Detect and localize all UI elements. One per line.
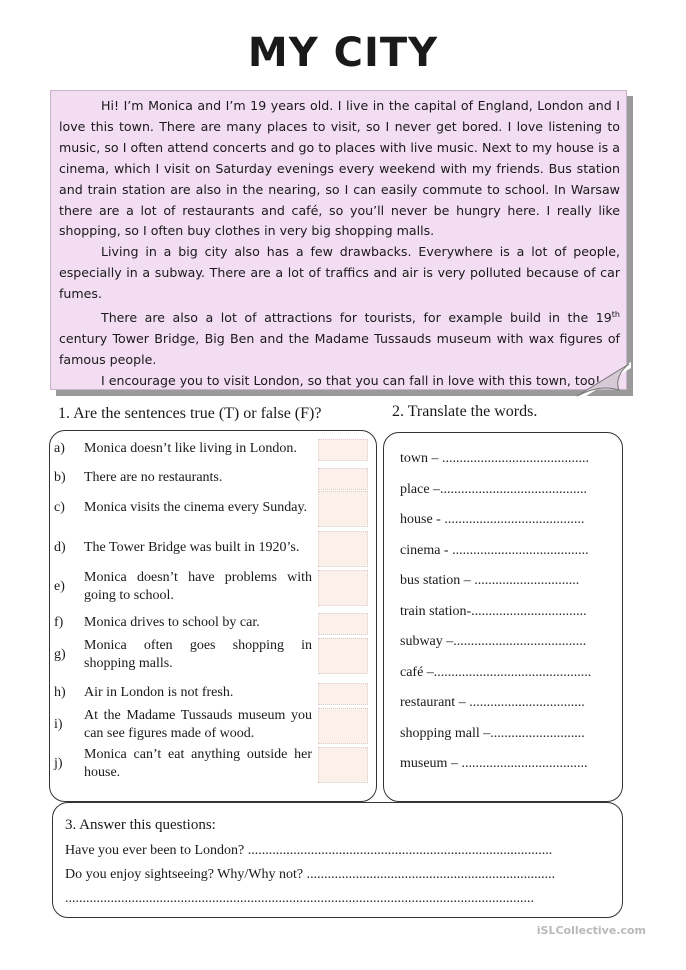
answer-box[interactable] xyxy=(318,683,368,705)
paragraph-1: Hi! I’m Monica and I’m 19 years old. I live in the capital of England, London and I love this town. There are many places to visit, so I never get bored. I love listening to music, so I often attend concerts and go to places with live music. Next to my house is a cinema, which I visit on Saturday evenings every weekend with my friends. Bus station and train station are also in the nearing, so I can easily commute to school. In Warsaw there are a lot of restaurants and café, so you’ll never be hungry here. I really like shopping, so I often buy clothes in very big shopping malls. xyxy=(59,98,620,239)
watermark: iSLCollective.com xyxy=(536,924,646,937)
statement-letter: g) xyxy=(54,647,66,662)
answer-box[interactable] xyxy=(318,531,368,567)
statement-letter: d) xyxy=(54,540,66,555)
translate-word[interactable]: museum – .................................... xyxy=(400,756,588,771)
answer-box[interactable] xyxy=(318,491,368,527)
statement-text: Monica can’t eat anything outside her house. xyxy=(84,747,312,780)
translate-word[interactable]: town – .......................................... xyxy=(400,451,589,466)
true-false-box xyxy=(49,430,377,802)
statement-text: Monica visits the cinema every Sunday. xyxy=(84,500,308,515)
translate-word[interactable]: cinema - ....................................... xyxy=(400,542,589,558)
statement-letter: e) xyxy=(54,579,65,594)
translate-word[interactable]: place –.......................................... xyxy=(400,481,588,497)
paragraph-3-end: century Tower Bridge, Big Ben and the Madame Tussauds museum with wax figures of famous people. xyxy=(59,331,620,368)
statement-letter: i) xyxy=(54,717,63,732)
reading-text xyxy=(50,90,627,390)
translate-word[interactable]: house - ........................................ xyxy=(400,512,585,527)
page-title: MY CITY xyxy=(247,30,439,76)
statement-text: The Tower Bridge was built in 1920’s. xyxy=(84,540,300,555)
section-2-title: 2. Translate the words. xyxy=(392,403,538,420)
translate-word[interactable]: café –............................................. xyxy=(400,664,592,680)
section-1-title: 1. Are the sentences true (T) or false (F)? xyxy=(58,405,322,422)
statement-letter: c) xyxy=(54,500,65,515)
answer-box[interactable] xyxy=(318,613,368,635)
statement-letter: h) xyxy=(54,685,66,700)
answer-box[interactable] xyxy=(318,468,368,490)
statement-letter: f) xyxy=(54,615,64,630)
translate-word[interactable]: bus station – .............................. xyxy=(400,573,580,588)
questions-box xyxy=(52,802,623,918)
statement-letter: b) xyxy=(54,470,66,485)
statement-text: Monica often goes shopping in shopping malls. xyxy=(84,638,312,671)
answer-box[interactable] xyxy=(318,439,368,461)
answer-box[interactable] xyxy=(318,747,368,783)
answer-box[interactable] xyxy=(318,638,368,674)
page-curl-icon xyxy=(575,362,631,398)
paragraph-3-start: There are also a lot of attractions for tourists, for example build in the 19 xyxy=(101,310,612,326)
statement-text: There are no restaurants. xyxy=(84,470,223,485)
answer-box[interactable] xyxy=(318,708,368,744)
question-line: Do you enjoy sightseeing? Why/Why not? ....................................................................... xyxy=(65,867,556,882)
translate-word[interactable]: train station-................................. xyxy=(400,603,587,619)
translate-box xyxy=(383,432,623,802)
statement-text: Air in London is not fresh. xyxy=(84,685,234,700)
statement-letter: a) xyxy=(54,441,65,456)
answer-box[interactable] xyxy=(318,570,368,606)
translate-word[interactable]: subway –...................................... xyxy=(400,634,587,649)
translate-word[interactable]: shopping mall –........................... xyxy=(400,725,585,741)
statement-letter: j) xyxy=(54,756,63,771)
superscript-th: th xyxy=(611,310,620,320)
section-3-title: 3. Answer this questions: xyxy=(65,817,216,833)
translate-word[interactable]: restaurant – ................................. xyxy=(400,695,585,710)
paragraph-2: Living in a big city also has a few drawbacks. Everywhere is a lot of people, especially in a subway. There are a lot of traffics and air is very polluted because of car fumes. xyxy=(59,244,620,302)
paragraph-4: I encourage you to visit London, so that you can fall in love with this town, too! xyxy=(101,372,601,388)
statement-text: Monica drives to school by car. xyxy=(84,615,260,630)
statement-text: Monica doesn’t like living in London. xyxy=(84,441,297,456)
statement-text: At the Madame Tussauds museum you can see figures made of wood. xyxy=(84,708,312,741)
paragraph-3 xyxy=(59,305,620,371)
question-line: Have you ever been to London? ....................................................................................... xyxy=(65,843,553,858)
statement-text: Monica doesn’t have problems with going to school. xyxy=(84,570,312,603)
question-line: ...................................................................................................................................... xyxy=(65,891,534,906)
